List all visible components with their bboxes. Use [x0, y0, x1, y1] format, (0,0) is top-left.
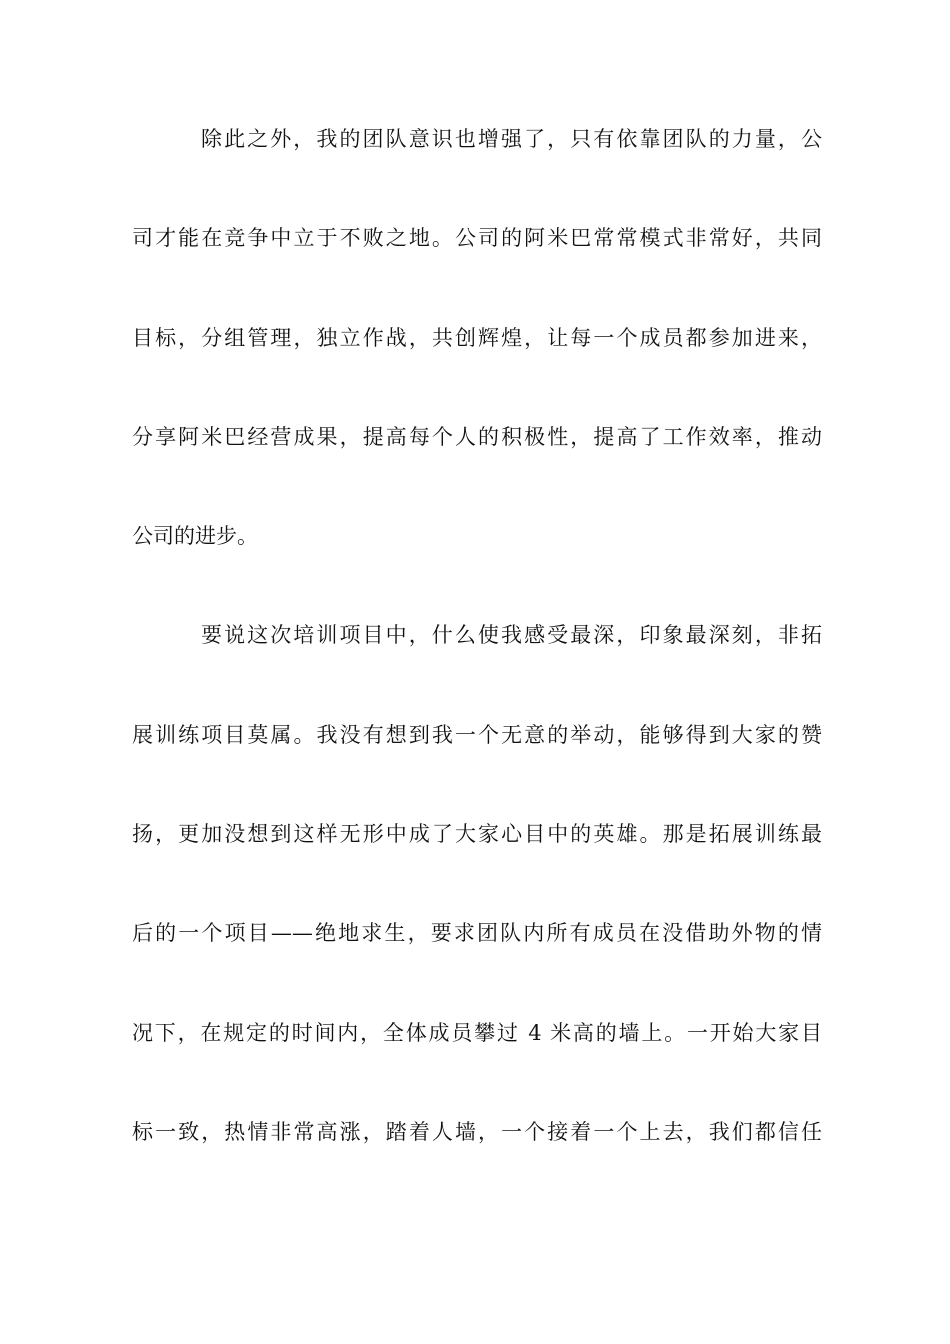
text-line: 司才能在竞争中立于不败之地。公司的阿米巴常常模式非常好，共同 — [132, 226, 822, 251]
text-line: 扬，更加没想到这样无形中成了大家心目中的英雄。那是拓展训练最 — [132, 822, 822, 847]
text-line: 况下，在规定的时间内，全体成员攀过 4 米高的墙上。一开始大家目 — [132, 1020, 822, 1045]
document-body — [132, 114, 822, 1206]
text-line: 后的一个项目——绝地求生，要求团队内所有成员在没借助外物的情 — [132, 921, 822, 946]
text-line: 除此之外，我的团队意识也增强了，只有依靠团队的力量，公 — [201, 127, 822, 151]
text-line: 要说这次培训项目中，什么使我感受最深，印象最深刻，非拓 — [201, 623, 822, 648]
text-line: 目标，分组管理，独立作战，共创辉煌，让每一个成员都参加进来， — [132, 325, 822, 350]
text-line: 标一致，热情非常高涨，踏着人墙，一个接着一个上去，我们都信任 — [132, 1119, 822, 1144]
text-line: 公司的进步。 — [132, 524, 258, 549]
paragraph-training-project — [132, 610, 822, 1206]
text-line: 展训练项目莫属。我没有想到我一个无意的举动，能够得到大家的赞 — [132, 722, 822, 747]
paragraph-team-awareness — [132, 114, 822, 610]
text-line: 分享阿米巴经营成果，提高每个人的积极性，提高了工作效率，推动 — [132, 424, 822, 449]
